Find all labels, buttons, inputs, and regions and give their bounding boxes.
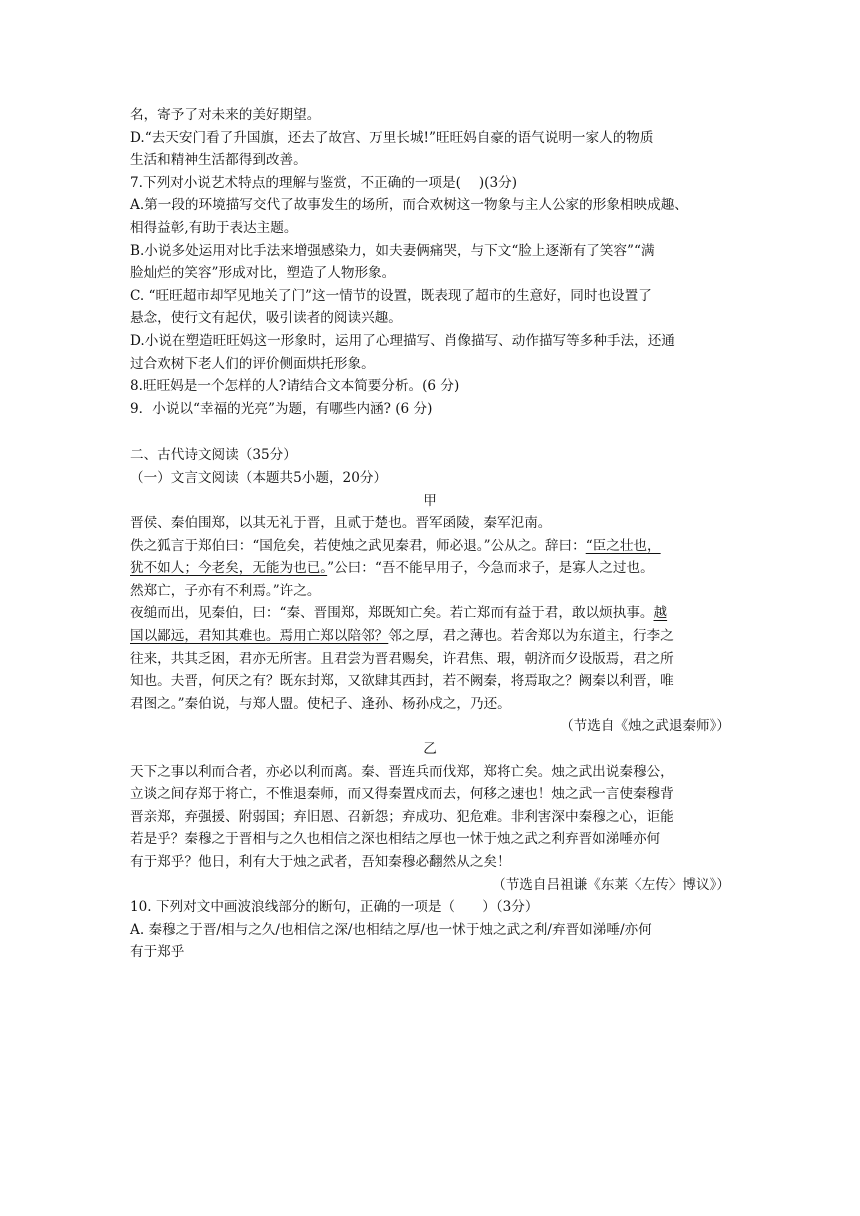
q6-option-d-line-2: 生活和精神生活都得到改善。	[130, 152, 307, 169]
passage-a-p2-line-2	[130, 557, 730, 580]
q7-option-b-line-2: 脸灿烂的笑容”形成对比，塑造了人物形象。	[130, 265, 396, 282]
section-2-subtitle: （一）文言文阅读（本题共5小题，20分）	[130, 469, 388, 486]
underlined-sentence: 国以鄙远，君知其难也。焉用亡郑以陪邻？	[130, 628, 389, 645]
text-run: 佚之狐言于郑伯曰：“国危矣，若使烛之武见秦君，师必退。”公从之。辞曰：	[130, 537, 586, 554]
section-2-title: 二、古代诗文阅读（35分）	[130, 447, 297, 464]
text-run: 邻之厚，君之薄也。若舍郑以为东道主，行李之	[388, 628, 674, 645]
q6-option-c-tail: 名，寄予了对未来的美好期望。	[130, 107, 321, 123]
text-run: ”公曰：“吾不能早用子，今急而求子，是寡人之过也。	[327, 560, 654, 577]
q10-stem: 10. 下列对文中画波浪线部分的断句，正确的一项是（ ）（3分）	[130, 899, 539, 916]
q9-stem: 9．小说以“幸福的光亮”为题，有哪些内涵? (6 分)	[130, 400, 433, 417]
q10-option-a-line-2: 有于郑乎	[130, 944, 185, 961]
q7-option-c-line-2: 悬念，使行文有起伏，吸引读者的阅读兴趣。	[130, 310, 402, 327]
passage-b-label: 乙	[423, 741, 437, 758]
passage-b-line-1: 天下之事以利而合者，亦必以利而离。秦、晋连兵而伐郑，郑将亡矣。烛之武出说秦穆公，	[130, 763, 674, 780]
text-run: 夜缒而出，见秦伯，曰：“秦、晋围郑，郑既知亡矣。若亡郑而有益于君，敢以烦执事。	[130, 605, 654, 622]
passage-a-p2-line-3: 然郑亡，子亦有不利焉。”许之。	[130, 582, 321, 599]
passage-b-line-2: 立谈之间存郑于将亡，不惟退秦师，而又得秦置戍而去，何移之速也！烛之武一言使秦穆背	[130, 786, 674, 803]
passage-a-source: （节选自《烛之武退秦师》）	[560, 718, 730, 735]
underlined-sentence: “臣之壮也，	[585, 537, 661, 554]
passage-a-p3-line-2	[130, 625, 730, 648]
q7-stem: 7.下列对小说艺术特点的理解与鉴赏，不正确的一项是( )(3分)	[130, 174, 517, 191]
passage-b-line-4: 若是乎？秦穆之于晋相与之久也相信之深也相结之厚也一怵于烛之武之利弃晋如涕唾亦何	[130, 831, 661, 848]
q10-option-a-line-1: A. 秦穆之于晋/相与之久/也相信之深/也相结之厚/也一怵于烛之武之利/弃晋如涕唾/亦何	[130, 921, 652, 938]
q7-option-b-line-1: B.小说多处运用对比手法来增强感染力，如夫妻俩痛哭，与下文“脸上逐渐有了笑容”“满	[130, 242, 655, 259]
q7-option-c-line-1: C. “旺旺超市却罕见地关了门”这一情节的设置，既表现了超市的生意好，同时也设置了	[130, 287, 652, 304]
passage-b-source: （节选自吕祖谦《东莱〈左传〉博议》）	[492, 876, 730, 893]
passage-a-p3-line-4: 知也。夫晋，何厌之有？既东封郑，又欲肆其西封，若不阙秦，将焉取之？阙秦以利晋，唯	[130, 673, 674, 690]
passage-a-p3-line-1	[130, 602, 730, 625]
passage-a-p3-line-3: 往来，共其乏困，君亦无所害。且君尝为晋君赐矣，许君焦、瑕，朝济而夕设版焉，君之所	[130, 650, 674, 667]
passage-a-p1: 晋侯、秦伯围郑，以其无礼于晋，且贰于楚也。晋军函陵，秦军氾南。	[130, 515, 552, 532]
q7-option-d-line-2: 过合欢树下老人们的评价侧面烘托形象。	[130, 355, 375, 372]
q7-option-a-line-2: 相得益彰,有助于表达主题。	[130, 219, 298, 236]
section-gap	[130, 420, 730, 444]
q6-option-d-line-1: D.“去天安门看了升国旗，还去了故宫、万里长城!”旺旺妈自豪的语气说明一家人的物质	[130, 129, 654, 146]
q7-option-d-line-1: D.小说在塑造旺旺妈这一形象时，运用了心理描写、肖像描写、动作描写等多种手法，还通	[130, 332, 675, 349]
passage-a-p2-line-1	[130, 535, 730, 558]
passage-b-line-3: 晋亲郑，弃强援、附弱国；弃旧恩、召新怨；弃成功、犯危难。非利害深中秦穆之心，讵能	[130, 808, 674, 825]
underlined-sentence: 犹不如人；今老矣，无能为也已。	[130, 560, 328, 577]
q7-option-a-line-1: A.第一段的环境描写交代了故事发生的场所，而合欢树这一物象与主人公家的形象相映成趣、	[130, 197, 688, 214]
passage-b-line-5: 有于郑乎？他日，利有大于烛之武者，吾知秦穆必翻然从之矣！	[130, 854, 511, 870]
document-page	[130, 104, 730, 964]
passage-a-label: 甲	[423, 492, 437, 509]
q8-stem: 8.旺旺妈是一个怎样的人?请结合文本简要分析。(6 分)	[130, 378, 460, 395]
underlined-sentence: 越	[653, 605, 668, 622]
passage-a-p3-line-5: 君图之。”秦伯说，与郑人盟。使杞子、逢孙、杨孙戍之，乃还。	[130, 695, 511, 712]
